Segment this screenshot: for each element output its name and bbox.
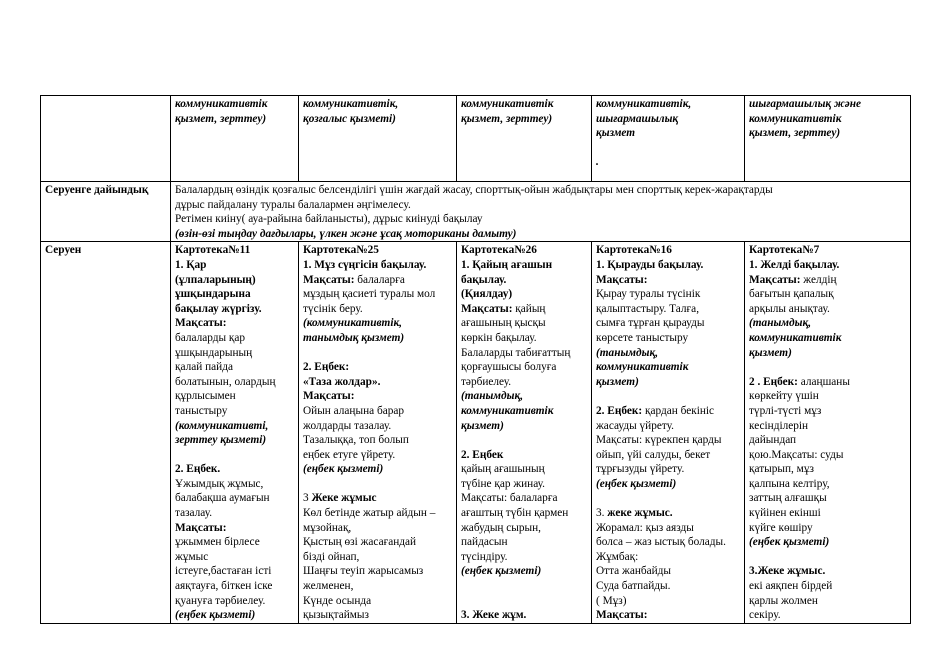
text-line: Мақсаты: күрекпен қарды — [596, 434, 722, 447]
text-line: 2. Еңбек. — [175, 463, 221, 476]
text-line: түрлі-түсті мұз — [749, 404, 822, 417]
text-line: бағытын қапалық — [749, 288, 834, 301]
text-line: қалпына келтіру, — [749, 477, 830, 490]
text-line: ( Мұз) — [596, 594, 627, 607]
text-line: заттың алғашқы — [749, 492, 827, 505]
text-line: 1. Қар — [175, 258, 207, 271]
table-row-walk — [41, 242, 911, 623]
blank-line — [749, 360, 906, 375]
cell — [745, 96, 911, 182]
text-line: коммуникативтік — [175, 98, 268, 110]
text-line: қозғалыс қызметі) — [303, 112, 396, 125]
text-line: Мақсаты: — [175, 317, 227, 330]
cell — [171, 96, 299, 182]
text-line: мұзойнақ, — [303, 521, 352, 534]
blank-line — [175, 448, 294, 463]
text-line: желменен, — [303, 580, 354, 593]
text-line: Картотека№7 — [749, 244, 820, 257]
text-line: 3. Жеке жұм. — [461, 609, 527, 622]
cell — [299, 96, 457, 182]
cell — [171, 242, 299, 623]
text-line: 3. жеке жұмыс. — [596, 507, 673, 520]
text-line: Мақсаты: қайың — [461, 302, 546, 315]
text-line: 1. Қайың ағашын — [461, 258, 553, 271]
text-line: (еңбек қызметі) — [461, 565, 542, 578]
text-line: еңбек етуге үйрету. — [303, 448, 396, 461]
text-line: (өзін-өзі тыңдау дағдылары, үлкен және ұсақ моториканы дамыту) — [175, 227, 517, 240]
text-line: көркін бақылау. — [461, 331, 537, 344]
text-line: Қыстың өзі жасағандай — [303, 536, 417, 549]
text-line: жолдарды тазалау. — [303, 419, 392, 432]
text-line: күйінен екінші — [749, 507, 821, 520]
text-line: жабудың сырын, — [461, 521, 541, 534]
row-label-empty — [41, 96, 171, 182]
text-line: 2. Еңбек: — [303, 361, 350, 374]
text-line: Балалардың өзіндік қозғалыс белсенділігі үшін жағдай жасау, спорттық-ойын жабдықтары мен спорттық керек-жарақтарды — [175, 184, 773, 196]
text-line: қалыптастыру. Талға, — [596, 302, 700, 315]
text-line: коммуникативтік — [461, 404, 554, 417]
text-line: танымдық қызмет) — [303, 331, 405, 344]
text-line: қызмет) — [749, 346, 792, 359]
text-line: Жұмбақ: — [596, 550, 639, 563]
text-line: секіру. — [749, 609, 781, 622]
text-line: ұшқындарының — [175, 346, 253, 359]
walk-preparation-text — [171, 182, 911, 242]
text-line: Шаңғы теуіп жарысамыз — [303, 565, 424, 578]
text-line: құрлысымен — [175, 390, 236, 403]
text-line: қызмет, зерттеу) — [749, 127, 841, 140]
text-line: (Қиялдау) — [461, 288, 513, 301]
text-line: ағаштың түбін қармен — [461, 507, 569, 520]
cell — [457, 242, 592, 623]
text-line: кесінділерін — [749, 419, 809, 432]
text-line: балабақша аумағын — [175, 492, 270, 505]
text-line: коммуникативтік, — [596, 98, 692, 110]
text-line: дұрыс пайдалану туралы балалармен әңгімелесу. — [175, 198, 411, 211]
text-line: Көл бетінде жатыр айдын – — [303, 507, 436, 520]
cell — [299, 242, 457, 623]
plan-table — [40, 95, 911, 624]
text-line: «Таза жолдар». — [303, 375, 381, 388]
text-line: 3.Жеке жұмыс. — [749, 565, 826, 578]
text-line: (танымдық, — [596, 346, 659, 359]
blank-line — [749, 550, 906, 565]
text-line: Мақсаты: — [596, 273, 648, 286]
text-line: пайдасын — [461, 536, 508, 549]
text-line: болатынын, олардың — [175, 375, 276, 388]
text-line: тәрбиелеу. — [461, 375, 512, 388]
blank-line — [461, 579, 587, 594]
text-line: бізді ойнап, — [303, 550, 360, 563]
text-line: қызықтаймыз — [303, 609, 369, 622]
text-line: түсінік беру. — [303, 302, 363, 315]
text-line: қызмет, зерттеу) — [461, 112, 553, 125]
text-line: қызмет) — [461, 419, 504, 432]
text-line: істеуге,бастаған істі — [175, 565, 272, 578]
text-line: болса – жаз ыстық болады. — [596, 536, 726, 549]
text-line: 1. Желді бақылау. — [749, 258, 840, 271]
text-line: жұмыс — [175, 550, 209, 563]
text-line: тазалау. — [175, 507, 213, 520]
text-line: күйге көшіру — [749, 521, 813, 534]
text-line: Картотека№25 — [303, 244, 379, 257]
text-line: Мақсаты: — [303, 390, 355, 403]
text-line: ұжыммен бірлесе — [175, 536, 260, 549]
text-line: қалай пайда — [175, 361, 233, 374]
text-line: (еңбек қызметі) — [596, 477, 677, 490]
text-line: қарлы жолмен — [749, 594, 818, 607]
text-line: қуануға тәрбиелеу. — [175, 594, 266, 607]
text-line: көркейту үшін — [749, 390, 819, 403]
text-line: Ойын алаңына барар — [303, 404, 405, 417]
text-line: (ұлпаларының) — [175, 273, 256, 286]
text-line: арқылы анықтау. — [749, 302, 830, 315]
text-line: шығармашылық және — [749, 98, 862, 110]
text-line: шығармашылық — [596, 112, 679, 125]
text-line: . — [596, 156, 599, 169]
blank-line — [461, 433, 587, 448]
blank-line — [303, 346, 452, 361]
text-line: Картотека№16 — [596, 244, 672, 257]
text-line: таныстыру — [175, 404, 228, 417]
text-line: мұздың қасиеті туралы мол — [303, 288, 436, 301]
text-line: қайың ағашының — [461, 463, 545, 476]
row-label: Серуенге дайындық — [41, 182, 171, 242]
text-line: (танымдық, — [461, 390, 524, 403]
text-line: 2. Еңбек: қардан бекініс — [596, 404, 715, 417]
text-line: қызмет, зерттеу) — [175, 112, 267, 125]
cell — [457, 96, 592, 182]
text-line: Мақсаты: балаларға — [461, 492, 558, 505]
text-line: Күнде осында — [303, 594, 372, 607]
text-line: бақылау. — [461, 273, 507, 286]
text-line: екі аяқпен бірдей — [749, 580, 833, 593]
text-line: қою.Мақсаты: суды — [749, 448, 844, 461]
cell — [745, 242, 911, 623]
text-line: дайындап — [749, 434, 797, 447]
table-row-walk-preparation — [41, 182, 911, 242]
blank-line — [596, 491, 740, 506]
text-line: 1. Қырауды бақылау. — [596, 258, 704, 271]
text-line: коммуникативтік — [749, 331, 842, 344]
text-line: 1. Мұз сүңгісін бақылау. — [303, 258, 427, 271]
text-line: (еңбек қызметі) — [749, 536, 830, 549]
text-line: түсіндіру. — [461, 550, 508, 563]
row-label: Серуен — [41, 242, 171, 623]
blank-line — [303, 477, 452, 492]
text-line: (коммуникативті, — [175, 419, 269, 432]
text-line: қызмет — [596, 127, 636, 140]
text-line: балаларды қар — [175, 331, 246, 344]
text-line: ағашының қысқы — [461, 317, 546, 330]
text-line: Мақсаты: — [175, 521, 227, 534]
text-line: коммуникативтік, — [303, 98, 399, 110]
text-line: Картотека№11 — [175, 244, 251, 257]
text-line: Балаларды табиғаттың — [461, 346, 571, 359]
text-line: (коммуникативтік, — [303, 317, 403, 330]
text-line: сымға тұрған қырауды — [596, 317, 705, 330]
text-line: зерттеу қызметі) — [175, 434, 267, 447]
text-line: 2 . Еңбек: алаңшаны — [749, 375, 850, 388]
text-line: Қырау туралы түсінік — [596, 288, 701, 301]
text-line: коммуникативтік — [749, 112, 842, 125]
text-line: көрсете таныстыру — [596, 331, 689, 344]
text-line: 3 Жеке жұмыс — [303, 492, 377, 505]
table-row-activity-types — [41, 96, 911, 182]
text-line: аяқтауға, біткен іске — [175, 580, 273, 593]
text-line: Мақсаты: балаларға — [303, 273, 405, 286]
text-line: қызмет) — [596, 375, 639, 388]
text-line: тұрғызуды үйрету. — [596, 463, 685, 476]
text-line: (танымдық, — [749, 317, 812, 330]
text-line: қорғаушысы болуға — [461, 361, 557, 374]
cell — [592, 242, 745, 623]
text-line — [596, 141, 740, 156]
text-line: Суда батпайды. — [596, 580, 671, 593]
text-line: Ұжымдық жұмыс, — [175, 477, 264, 490]
text-line: Мақсаты: желдің — [749, 273, 837, 286]
text-line: коммуникативтік — [596, 361, 689, 374]
cell — [592, 96, 745, 182]
text-line: (еңбек қызметі) — [175, 609, 256, 622]
blank-line — [596, 389, 740, 404]
text-line: Картотека№26 — [461, 244, 537, 257]
text-line: түбіне қар жинау. — [461, 477, 546, 490]
text-line: ұшқындарына — [175, 288, 251, 301]
text-line: Ретімен киіну( ауа-райына байланысты), дұрыс киінуді бақылау — [175, 213, 483, 226]
blank-line — [461, 594, 587, 609]
text-line: 2. Еңбек — [461, 448, 504, 461]
text-line: қатырып, мұз — [749, 463, 814, 476]
text-line: Отта жанбайды — [596, 565, 672, 578]
text-line: бақылау жүргізу. — [175, 302, 262, 315]
text-line: (еңбек қызметі) — [303, 463, 384, 476]
text-line: Жорамал: қыз аязды — [596, 521, 694, 534]
text-line: коммуникативтік — [461, 98, 554, 110]
text-line: Тазалыққа, топ болып — [303, 434, 409, 447]
text-line: жасауды үйрету. — [596, 419, 674, 432]
text-line: Мақсаты: — [596, 609, 648, 622]
text-line: ойып, үйі салуды, бекет — [596, 448, 711, 461]
